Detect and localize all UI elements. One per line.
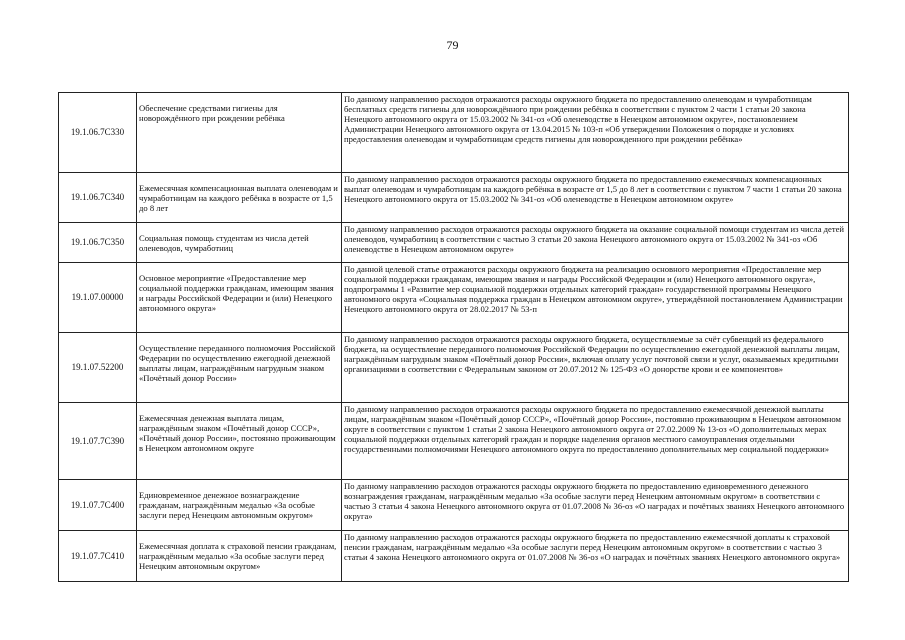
expense-direction-description: По данной целевой статье отражаются расходы окружного бюджета на реализацию основного мероприятия «Предоставление мер социальной поддержки гражданам, имеющим звания и награды Российской Федерации и (или) Ненецкого автономного округа», подпрограммы 1 «Развитие мер социальной поддержки отдельных категорий граждан» государственной программы Ненецкого автономного округа «Социальная поддержка граждан в Ненецком автономном округе», утверждённой постановлением Администрации Ненецкого автономного округа от 28.02.2017 № 53-п [342, 263, 849, 333]
table-row [59, 263, 849, 333]
table-row [59, 223, 849, 263]
target-article-code: 19.1.06.7С330 [59, 93, 137, 173]
target-article-code: 19.1.07.7С410 [59, 531, 137, 582]
table-row [59, 403, 849, 480]
expense-direction-description: По данному направлению расходов отражаются расходы окружного бюджета по предоставлению ежемесячной доплаты к страховой пенсии гражданам, награждённым медалью «За особые заслуги перед Ненецким автономным округом» в соответствии с частью 3 статьи 4 закона Ненецкого автономного округа от 01.07.2008 № 36-оз «О наградах и почётных званиях Ненецкого автономного округа» [342, 531, 849, 582]
expense-direction-name: Единовременное денежное вознаграждение гражданам, награждённым медалью «За особые заслуги перед Ненецким автономным округом» [137, 480, 342, 531]
expense-direction-name: Основное мероприятие «Предоставление мер социальной поддержки гражданам, имеющим звания и награды Российской Федерации и (или) Ненецкого автономного округа» [137, 263, 342, 333]
table-row [59, 173, 849, 223]
target-article-code: 19.1.07.7С390 [59, 403, 137, 480]
expense-direction-description: По данному направлению расходов отражаются расходы окружного бюджета по предоставлению ежемесячных компенсационных выплат оленеводам и чумработницам на каждого ребёнка в возрасте от 1,5 до 8 лет в соответствии с пунктом 7 части 1 статьи 20 закона Ненецкого автономного округа от 15.03.2002 № 341-оз «Об оленеводстве в Ненецком автономном округе» [342, 173, 849, 223]
target-article-code: 19.1.07.7С400 [59, 480, 137, 531]
expense-direction-description: По данному направлению расходов отражаются расходы окружного бюджета по предоставлению единовременного денежного вознаграждения гражданам, награждённым медалью «За особые заслуги перед Ненецким автономным округом» в соответствии с частью 3 статьи 4 закона Ненецкого автономного округа от 01.07.2008 № 36-оз «О наградах и почётных званиях Ненецкого автономного округа» [342, 480, 849, 531]
expense-direction-name: Ежемесячная компенсационная выплата оленеводам и чумработницам на каждого ребёнка в возрасте от 1,5 до 8 лет [137, 173, 342, 223]
expense-direction-description: По данному направлению расходов отражаются расходы окружного бюджета по предоставлению оленеводам и чумработницам бесплатных средств гигиены для новорождённого при рождении ребёнка в соответствии с пунктом 2 части 1 статьи 20 закона Ненецкого автономного округа от 15.03.2002 № 341-оз «Об оленеводстве в Ненецком автономном округе», постановлением Администрации Ненецкого автономного округа от 13.04.2015 № 103-п «Об утверждении Положения о порядке и условиях предоставления оленеводам и чумработницам средств гигиены для новорожденного при рождении ребёнка» [342, 93, 849, 173]
expense-direction-name: Ежемесячная денежная выплата лицам, награждённым знаком «Почётный донор СССР», «Почётный донор России», постоянно проживающим в Ненецком автономном округе [137, 403, 342, 480]
expense-direction-description: По данному направлению расходов отражаются расходы окружного бюджета, осуществляемые за счёт субвенций из федерального бюджета, на осуществление переданного полномочия Российской Федерации по осуществлению ежегодной денежной выплаты лицам, награждённым нагрудным знаком «Почётный донор России», включая оплату услуг почтовой связи и услуг, оказываемых кредитными организациями в соответствии с Федеральным законом от 20.07.2012 № 125-ФЗ «О донорстве крови и ее компонентов» [342, 333, 849, 403]
budget-classification-table [58, 92, 849, 582]
expense-direction-name: Ежемесячная доплата к страховой пенсии гражданам, награждённым медалью «За особые заслуги перед Ненецким автономным округом» [137, 531, 342, 582]
table-row [59, 480, 849, 531]
expense-direction-description: По данному направлению расходов отражаются расходы окружного бюджета по предоставлению ежемесячной денежной выплаты лицам, награждённым знаком «Почётный донор СССР», «Почётный донор России», постоянно проживающим в Ненецком автономном округе в соответствии с пунктом 1 статьи 2 закона Ненецкого автономного округа от 27.02.2009 № 13-оз «О дополнительных мерах социальной поддержки отдельных категорий граждан и порядке наделения органов местного самоуправления отдельными государственными полномочиями Ненецкого автономного округа по предоставлению дополнительных мер социальной поддержки» [342, 403, 849, 480]
target-article-code: 19.1.07.52200 [59, 333, 137, 403]
expense-direction-name: Обеспечение средствами гигиены для новорождённого при рождении ребёнка [137, 93, 342, 173]
table-row [59, 93, 849, 173]
target-article-code: 19.1.06.7С340 [59, 173, 137, 223]
expense-direction-name: Осуществление переданного полномочия Российской Федерации по осуществлению ежегодной денежной выплаты лицам, награждённым нагрудным знаком «Почётный донор России» [137, 333, 342, 403]
page-number: 79 [446, 38, 459, 52]
target-article-code: 19.1.06.7С350 [59, 223, 137, 263]
table-row [59, 333, 849, 403]
expense-direction-name: Социальная помощь студентам из числа детей оленеводов, чумработниц [137, 223, 342, 263]
target-article-code: 19.1.07.00000 [59, 263, 137, 333]
table-row [59, 531, 849, 582]
expense-direction-description: По данному направлению расходов отражаются расходы окружного бюджета на оказание социальной помощи студентам из числа детей оленеводов, чумработниц в соответствии с частью 3 статьи 20 закона Ненецкого автономного округа от 15.03.2002 № 341-оз «Об оленеводстве в Ненецком автономном округе» [342, 223, 849, 263]
